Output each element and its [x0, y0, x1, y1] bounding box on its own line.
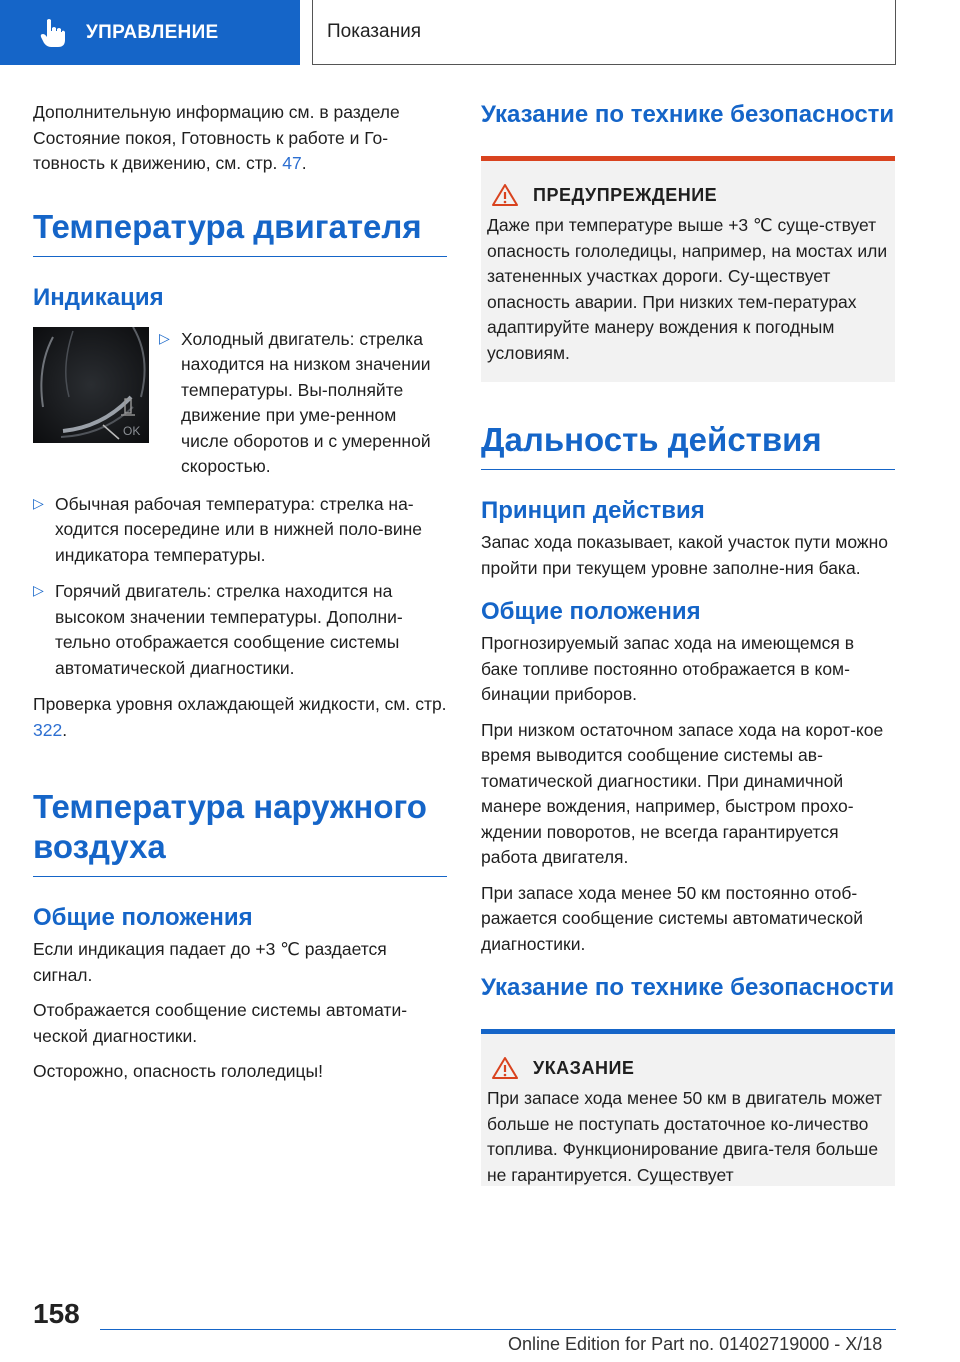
page-link-47[interactable]: 47: [282, 153, 302, 173]
triangle-bullet-icon: ▷: [33, 582, 44, 598]
temperature-gauge-image: [33, 327, 149, 443]
notice-title: УКАЗАНИЕ: [533, 1057, 635, 1078]
left-column: [33, 100, 447, 1095]
hand-pointer-icon: [40, 18, 66, 48]
heading-general-left: Общие положения: [33, 904, 253, 931]
footer-divider: [100, 1329, 896, 1330]
notice-text: При запасе хода менее 50 км в двигатель может больше не поступать достаточное ко-личество топлива. Функционирование двига-теля больше не гарантируется. Существует: [487, 1088, 882, 1185]
gauge-ok-label: OK: [123, 423, 141, 438]
warning-triangle-icon: [491, 1056, 519, 1080]
heading-indication: Индикация: [33, 283, 164, 311]
notice-box: [481, 1029, 895, 1186]
heading-principle: Принцип действия: [481, 497, 705, 524]
heading-safety-2: Указание по технике безопасности: [481, 974, 895, 1001]
list-item-normal: ▷ Обычная рабочая температура: стрелка на-ходится посередине или в нижней поло-вине индикатора температуры.: [33, 492, 447, 569]
heading-range: Дальность действия: [481, 420, 895, 470]
section-label: УПРАВЛЕНИЕ: [86, 21, 219, 43]
coolant-paragraph: Проверка уровня охлаждающей жидкости, см. стр. 322.: [33, 694, 447, 740]
paragraph-forecast: Прогнозируемый запас хода на имеющемся в баке топливе постоянно отображается в ком-бинации приборов.: [481, 633, 855, 704]
paragraph-principle: Запас хода показывает, какой участок пути можно пройти при текущем уровне заполне-ния бака.: [481, 532, 888, 578]
intro-paragraph: Дополнительную информацию см. в разделе Состояние покоя, Готовность к работе и Го-товность к движению, см. стр. 47.: [33, 102, 400, 173]
section-tab[interactable]: [0, 0, 300, 65]
indicator-row: [33, 327, 447, 480]
paragraph-message: Отображается сообщение системы автомати-ческой диагностики.: [33, 1000, 408, 1046]
paragraph-50km: При запасе хода менее 50 км постоянно отоб-ражается сообщение системы автоматической диагностики.: [481, 882, 863, 954]
list-item-cold: ▷ Холодный двигатель: стрелка находится на низком значении температуры. Вы-полняйте движение при уме-ренном числе оборотов и с умеренной скоростью.: [159, 327, 447, 480]
paragraph-low-range: При низком остаточном запасе хода на корот-кое время выводится сообщение системы ав-томатической диагностики. При динамичной манере вождения, например, быстром прохо-ждении поворотов, не всегда гарантируется работа двигателя.: [481, 719, 884, 867]
warning-title: ПРЕДУПРЕЖДЕНИЕ: [533, 184, 718, 205]
paragraph-caution: Осторожно, опасность гололедицы!: [33, 1061, 323, 1081]
subsection-tab[interactable]: [312, 0, 896, 65]
paragraph-signal: Если индикация падает до +3 ℃ раздается сигнал.: [33, 939, 387, 985]
heading-outside-temperature: Температура наружного воздуха: [33, 787, 447, 877]
page-link-322[interactable]: 322: [33, 719, 63, 740]
warning-text: Даже при температуре выше +3 ℃ суще-ствует опасность гололедицы, например, на мостах или затененных участках дороги. Су-ществует опасность аварии. При низких тем-пературах адаптируйте манеру вождения к погодным условиям.: [487, 215, 888, 363]
heading-safety-1: Указание по технике безопасности: [481, 101, 895, 128]
warning-box: [481, 156, 895, 382]
warning-triangle-icon: [491, 183, 519, 207]
subsection-label: Показания: [327, 21, 421, 42]
edition-text: Online Edition for Part no. 01402719000 - X/18: [508, 1334, 883, 1354]
right-column: [481, 100, 895, 1186]
triangle-bullet-icon: ▷: [33, 494, 44, 511]
list-item-hot: ▷ Горячий двигатель: стрелка находится на высоком значении температуры. Дополни-тельно отображается сообщение системы автоматической диагностики.: [33, 579, 447, 681]
heading-general-right: Общие положения: [481, 598, 701, 625]
triangle-bullet-icon: ▷: [159, 329, 170, 346]
page-number: 158: [33, 1298, 80, 1329]
heading-engine-temperature: Температура двигателя: [33, 207, 447, 257]
